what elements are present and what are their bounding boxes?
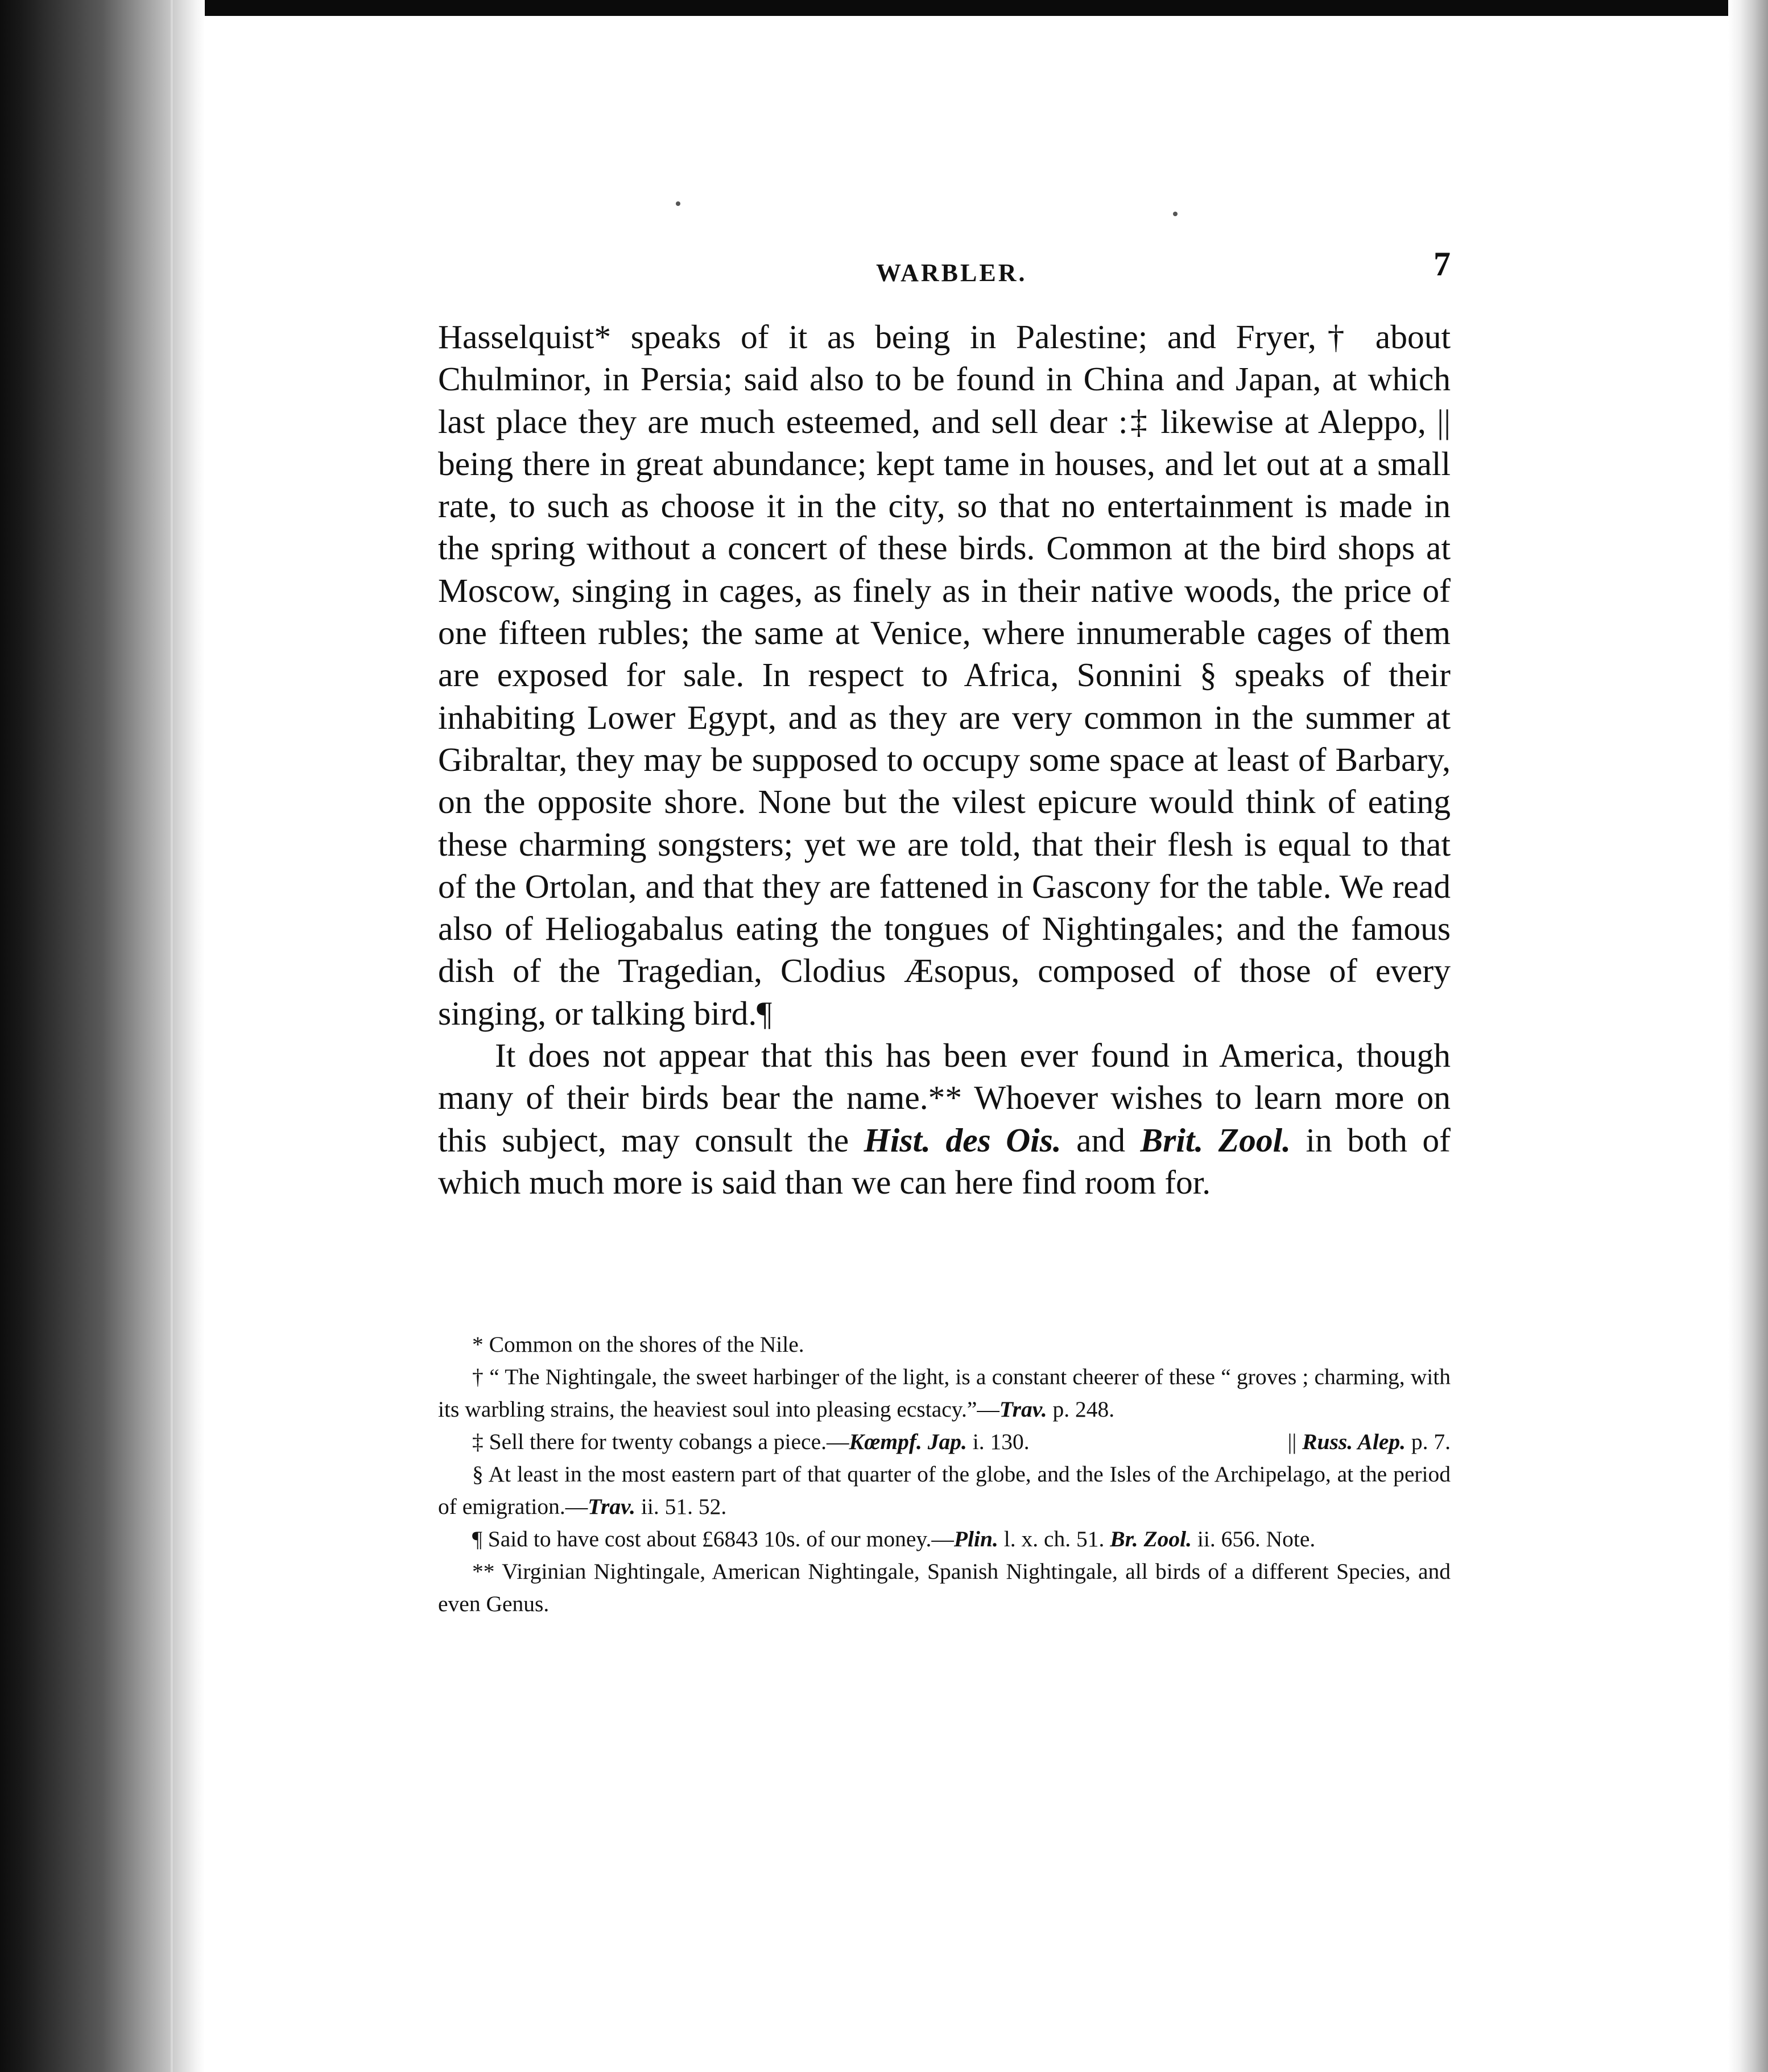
footnote-5 (438, 1458, 1451, 1523)
scan-left-binding-shadow (0, 0, 205, 2072)
paragraph-2-end: in both of which much more is said than we can here find room for. (438, 1121, 1451, 1201)
paragraph-1: Hasselquist* speaks of it as being in Palestine; and Fryer,† about Chulminor, in Persia; said also to be found in China and Japan, at which last place they are much esteemed, and sell dear :‡ likewise at Aleppo, || being there in great abundance; kept tame in houses, and let out at a small rate, to such as choose it in the city, so that no entertainment is made in the spring without a concert of these birds. Common at the bird shops at Moscow, singing in cages, as finely as in their native woods, the price of one fifteen rubles; the same at Venice, where innumerable cages of them are exposed for sale. In respect to Africa, Sonnini § speaks of their inhabiting Lower Egypt, and as they are very common in the summer at Gibraltar, they may be supposed to occupy some space at least of Barbary, on the opposite shore. None but the vilest epicure would think of eating these charming songsters; yet we are told, that their flesh is equal to that of the Ortolan, and that they are fattened in Gascony for the table. We read also of Heliogabalus eating the tongues of Nightingales; and the famous dish of the Tragedian, Clodius Æsopus, composed of those of every singing, or talking bird.¶ (438, 318, 1451, 1032)
footnote-6-text: ¶ Said to have cost about £6843 10s. of our money.— (472, 1526, 954, 1551)
scan-right-edge (1728, 0, 1768, 2072)
footnote-row-3-4 (438, 1426, 1451, 1458)
footnotes (438, 1328, 1451, 1620)
binding-line (171, 0, 173, 2072)
footnote-4-mark: || (1287, 1429, 1303, 1454)
footnote-2-page: p. 248. (1047, 1397, 1115, 1422)
citation-brit-zool: Brit. Zool. (1140, 1121, 1291, 1159)
footnote-2 (438, 1361, 1451, 1426)
footnote-1: * Common on the shores of the Nile. (472, 1332, 804, 1357)
footnote-2-ref: Trav. (999, 1397, 1047, 1422)
scan-top-border (0, 0, 1768, 16)
scan-speck (676, 201, 680, 206)
footnote-6-ref-plin: Plin. (953, 1526, 998, 1551)
footnote-3-ref: Kœmpf. Jap. (849, 1429, 967, 1454)
footnote-7: ** Virginian Nightingale, American Nightingale, Spanish Nightingale, all birds of a different Species, and even Genus. (438, 1559, 1451, 1616)
book-page (438, 245, 1451, 1712)
body-text (438, 316, 1451, 1203)
paragraph-2-conj: and (1061, 1121, 1141, 1159)
footnote-4-ref: Russ. Alep. (1302, 1429, 1406, 1454)
footnote-3-page: i. 130. (966, 1429, 1030, 1454)
footnote-5-text: § At least in the most eastern part of that quarter of the globe, and the Isles of the Archipelago, at the period of emigration.— (438, 1462, 1451, 1519)
footnote-6-mid: l. x. ch. 51. (998, 1526, 1110, 1551)
paragraph-2 (438, 1034, 1451, 1203)
scan-speck (1173, 212, 1178, 216)
footnote-2-text: † “ The Nightingale, the sweet harbinger of the light, is a constant cheerer of these “ groves ; charming, with its warbling strains, the heaviest soul into pleasing ecstacy.”— (438, 1364, 1451, 1422)
footnote-6-ref-br-zool: Br. Zool. (1110, 1526, 1192, 1551)
running-head: WARBLER. (876, 259, 1027, 287)
page-number: 7 (1434, 245, 1451, 283)
footnote-5-page: ii. 51. 52. (635, 1494, 727, 1519)
footnote-4-page: p. 7. (1406, 1429, 1451, 1454)
footnote-6-page: ii. 656. Note. (1192, 1526, 1316, 1551)
page-header (438, 245, 1451, 296)
footnote-3-text: ‡ Sell there for twenty cobangs a piece.— (472, 1429, 849, 1454)
footnote-6 (438, 1523, 1451, 1555)
paragraph-2-text: It does not appear that this has been ever found in America, though many of their birds bear the name.** Whoever wishes to learn more on this subject, may consult the (438, 1037, 1451, 1159)
citation-hist-des-ois: Hist. des Ois. (864, 1121, 1061, 1159)
footnote-4 (1287, 1426, 1451, 1458)
footnote-5-ref: Trav. (588, 1494, 636, 1519)
footnote-3 (472, 1426, 1030, 1458)
